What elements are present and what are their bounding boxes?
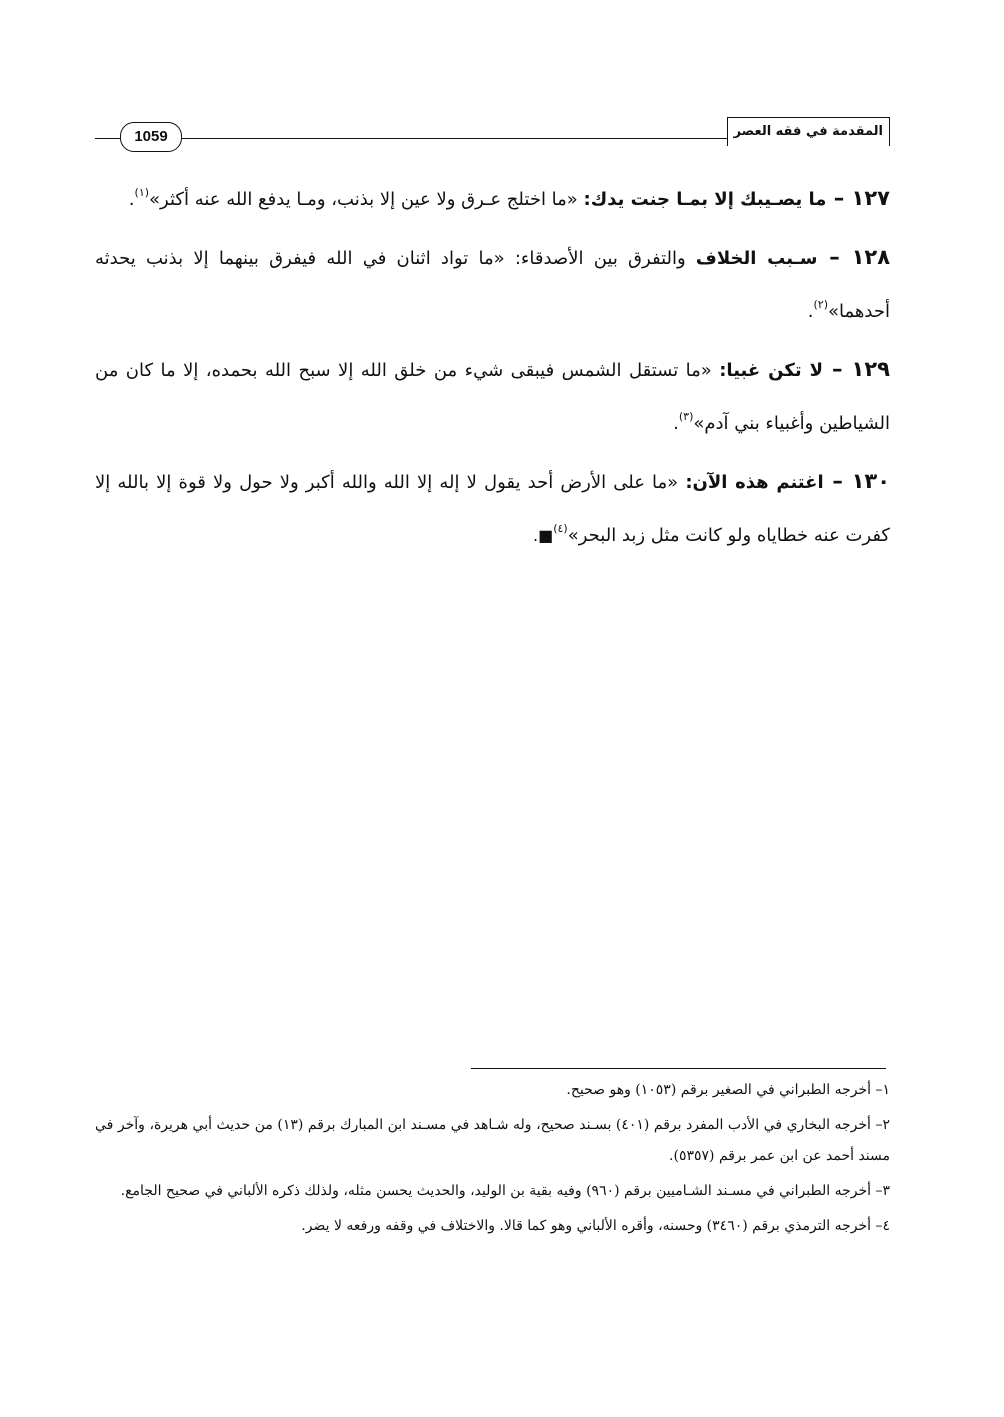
footnote-separator: [471, 1068, 886, 1069]
entry-130: [95, 455, 890, 562]
entry-dash: –: [822, 357, 852, 381]
entry-127: [95, 172, 890, 226]
entry-dash: –: [823, 469, 852, 493]
entry-heading: سـبب الخلاف: [695, 248, 818, 269]
footnote-ref: (٢): [813, 298, 829, 311]
entry-number: ١٢٧: [851, 186, 890, 210]
entry-trail: .: [807, 301, 814, 322]
entry-text: والتفرق بين الأصدقاء: «ما تواد اثنان في الله فيفرق بينهما إلا بذنب يحدثه أحدهما»: [95, 248, 890, 322]
entry-number: ١٢٩: [851, 357, 890, 381]
footnote-ref: (١): [134, 186, 150, 199]
entry-text: «ما على الأرض أحد يقول لا إله إلا الله والله أكبر ولا حول ولا قوة إلا بالله إلا كفرت عنه خطاياه ولو كانت مثل زبد البحر»: [95, 472, 890, 546]
entries-section: [95, 172, 890, 567]
entry-number: ١٣٠: [851, 469, 891, 493]
page-number: 1059: [120, 122, 182, 152]
footnote-1: ١– أخرجه الطبراني في الصغير برقم (١٠٥٣) وهو صحيح.: [566, 1082, 890, 1098]
footnote-ref: (٤): [553, 522, 568, 535]
entry-trail: .: [128, 189, 135, 210]
entry-heading: اغتنم هذه الآن:: [685, 472, 824, 493]
entry-heading: ما يصـيبك إلا بمـا جنت يدك:: [583, 189, 827, 210]
entry-trail: .: [673, 413, 679, 434]
footnotes-section: [95, 1075, 890, 1246]
end-of-section-mark: ■.: [533, 526, 554, 545]
footnote-ref: (٣): [678, 410, 694, 423]
running-title: المقدمة في فقه العصر: [727, 117, 890, 146]
entry-heading: لا تكن غبيا:: [719, 360, 823, 381]
entry-text: «ما تستقل الشمس فيبقى شيء من خلق الله إلا سبح الله بحمده، إلا ما كان من الشياطين وأغبياء بني آدم»: [95, 360, 890, 434]
footnote-2: ٢– أخرجه البخاري في الأدب المفرد برقم (٤٠١) بسـند صحيح، وله شـاهد في مسـند ابن المبارك برقم (١٣) من حديث أبي هريرة، وآخر في مسند أحمد عن ابن عمر برقم (٥٣٥٧).: [95, 1117, 890, 1164]
entry-dash: –: [817, 245, 852, 269]
footnote-3: ٣– أخرجه الطبراني في مسـند الشـاميين برقم (٩٦٠) وفيه بقية بن الوليد، والحديث يحسن مثله، ولذلك ذكره الألباني في صحيح الجامع.: [120, 1183, 890, 1199]
entry-text: «ما اختلج عـرق ولا عين إلا بذنب، ومـا يدفع الله عنه أكثر»: [149, 189, 584, 210]
footnote-4: ٤– أخرجه الترمذي برقم (٣٤٦٠) وحسنه، وأقره الألباني وهو كما قالا. والاختلاف في وقفه ورفعه لا يضر.: [301, 1218, 890, 1234]
entry-129: [95, 343, 890, 450]
entry-128: [95, 231, 890, 338]
entry-dash: –: [826, 186, 852, 210]
entry-number: ١٢٨: [851, 245, 891, 269]
